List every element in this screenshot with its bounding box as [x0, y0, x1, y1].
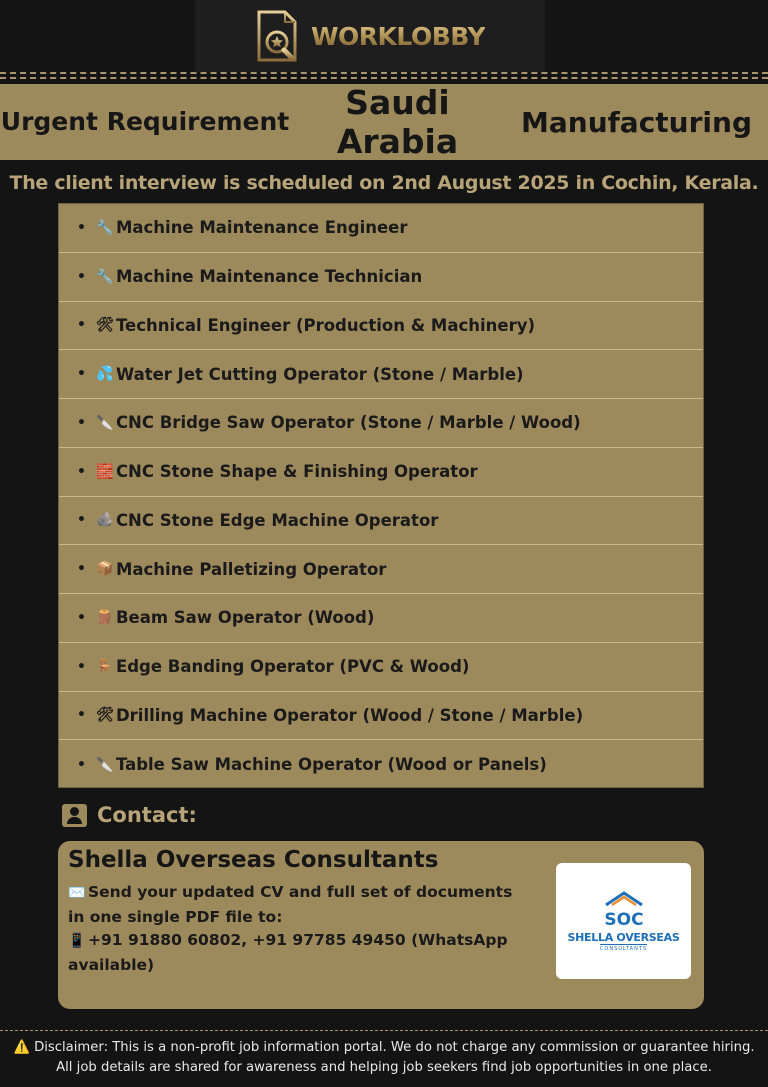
- job-title: CNC Bridge Saw Operator (Stone / Marble / Wood): [115, 413, 581, 433]
- job-item: [59, 497, 703, 546]
- soc-logo-mark: SOC: [603, 909, 644, 929]
- job-item: [59, 399, 703, 448]
- job-item: [59, 253, 703, 302]
- contact-instruction: Send your updated CV and full set of documents in one single PDF file to:: [68, 883, 513, 926]
- document-search-icon: [255, 10, 301, 62]
- job-title: Beam Saw Operator (Wood): [115, 608, 375, 628]
- job-title: Drilling Machine Operator (Wood / Stone / Marble): [115, 705, 584, 725]
- job-item: [59, 740, 703, 789]
- job-emoji-icon: 🪨: [96, 512, 114, 529]
- country-label: Saudi Arabia: [336, 83, 459, 161]
- disclaimer-text: Disclaimer: This is a non-profit job information portal. We do not charge any commission or guarantee hiring. All job details are shared for awareness and helping job seekers find job opportunities in one place.: [34, 1040, 755, 1075]
- bullet-icon: •: [77, 609, 86, 626]
- job-title: Water Jet Cutting Operator (Stone / Marble): [115, 364, 524, 384]
- brand-header: [195, 0, 545, 72]
- job-item: [59, 692, 703, 741]
- job-title: Table Saw Machine Operator (Wood or Panels): [115, 755, 547, 775]
- brand-name: WORKLOBBY: [310, 21, 486, 51]
- job-emoji-icon: 💦: [96, 366, 114, 383]
- job-title: Technical Engineer (Production & Machinery): [115, 315, 536, 335]
- bullet-icon: •: [77, 756, 86, 773]
- job-emoji-icon: 🪑: [96, 658, 114, 675]
- job-title: Edge Banding Operator (PVC & Wood): [115, 657, 470, 677]
- company-name: Shella Overseas Consultants: [68, 847, 439, 873]
- bullet-icon: •: [77, 317, 86, 334]
- job-emoji-icon: 🛠: [96, 707, 114, 724]
- job-title: CNC Stone Edge Machine Operator: [115, 510, 439, 530]
- job-emoji-icon: 🔧: [96, 268, 114, 285]
- job-title: Machine Maintenance Technician: [115, 267, 423, 287]
- logo-name: SHELLA OVERSEAS: [567, 930, 680, 944]
- company-logo: [556, 863, 691, 979]
- job-title: CNC Stone Shape & Finishing Operator: [115, 462, 478, 482]
- job-emoji-icon: 🧱: [96, 463, 114, 480]
- soc-logo-icon: [596, 891, 652, 929]
- job-title: Machine Maintenance Engineer: [115, 218, 408, 238]
- interview-note: The client interview is scheduled on 2nd August 2025 in Cochin, Kerala.: [9, 172, 759, 194]
- job-item: [59, 350, 703, 399]
- phone-icon: 📱: [68, 933, 86, 949]
- bullet-icon: •: [77, 707, 86, 724]
- bullet-icon: •: [77, 268, 86, 285]
- job-item: [59, 545, 703, 594]
- sector-label: Manufacturing: [521, 105, 752, 139]
- bullet-icon: •: [77, 219, 86, 236]
- contact-heading: [62, 800, 197, 830]
- job-emoji-icon: 🔧: [96, 219, 114, 236]
- job-item: [59, 643, 703, 692]
- logo-sub: CONSULTANTS: [599, 945, 648, 952]
- contact-phones[interactable]: +91 91880 60802, +91 97785 49450 (WhatsApp available): [68, 931, 508, 974]
- divider: [0, 77, 768, 79]
- job-item: [59, 302, 703, 351]
- divider: [0, 72, 768, 74]
- contact-label: Contact:: [97, 803, 197, 827]
- job-item: [59, 204, 703, 253]
- bullet-icon: •: [77, 366, 86, 383]
- job-item: [59, 594, 703, 643]
- job-emoji-icon: 🪵: [96, 609, 114, 626]
- contact-details: [68, 881, 528, 977]
- bullet-icon: •: [77, 414, 86, 431]
- bullet-icon: •: [77, 561, 86, 578]
- bullet-icon: •: [77, 463, 86, 480]
- job-emoji-icon: 🔪: [96, 414, 114, 431]
- bullet-icon: •: [77, 512, 86, 529]
- warning-icon: ⚠️: [13, 1040, 30, 1055]
- contact-card: [58, 841, 704, 1009]
- urgent-tag: Urgent Requirement: [0, 107, 290, 136]
- contact-card-icon: [62, 804, 87, 827]
- job-item: [59, 448, 703, 497]
- job-list: [58, 203, 704, 788]
- job-title: Machine Palletizing Operator: [115, 559, 387, 579]
- job-emoji-icon: 📦: [96, 561, 114, 578]
- envelope-icon: ✉️: [68, 885, 86, 901]
- job-emoji-icon: 🛠: [96, 317, 114, 334]
- requirement-banner: [0, 84, 768, 160]
- divider: [0, 1030, 768, 1031]
- bullet-icon: •: [77, 658, 86, 675]
- job-emoji-icon: 🔪: [96, 756, 114, 773]
- disclaimer: [0, 1038, 768, 1078]
